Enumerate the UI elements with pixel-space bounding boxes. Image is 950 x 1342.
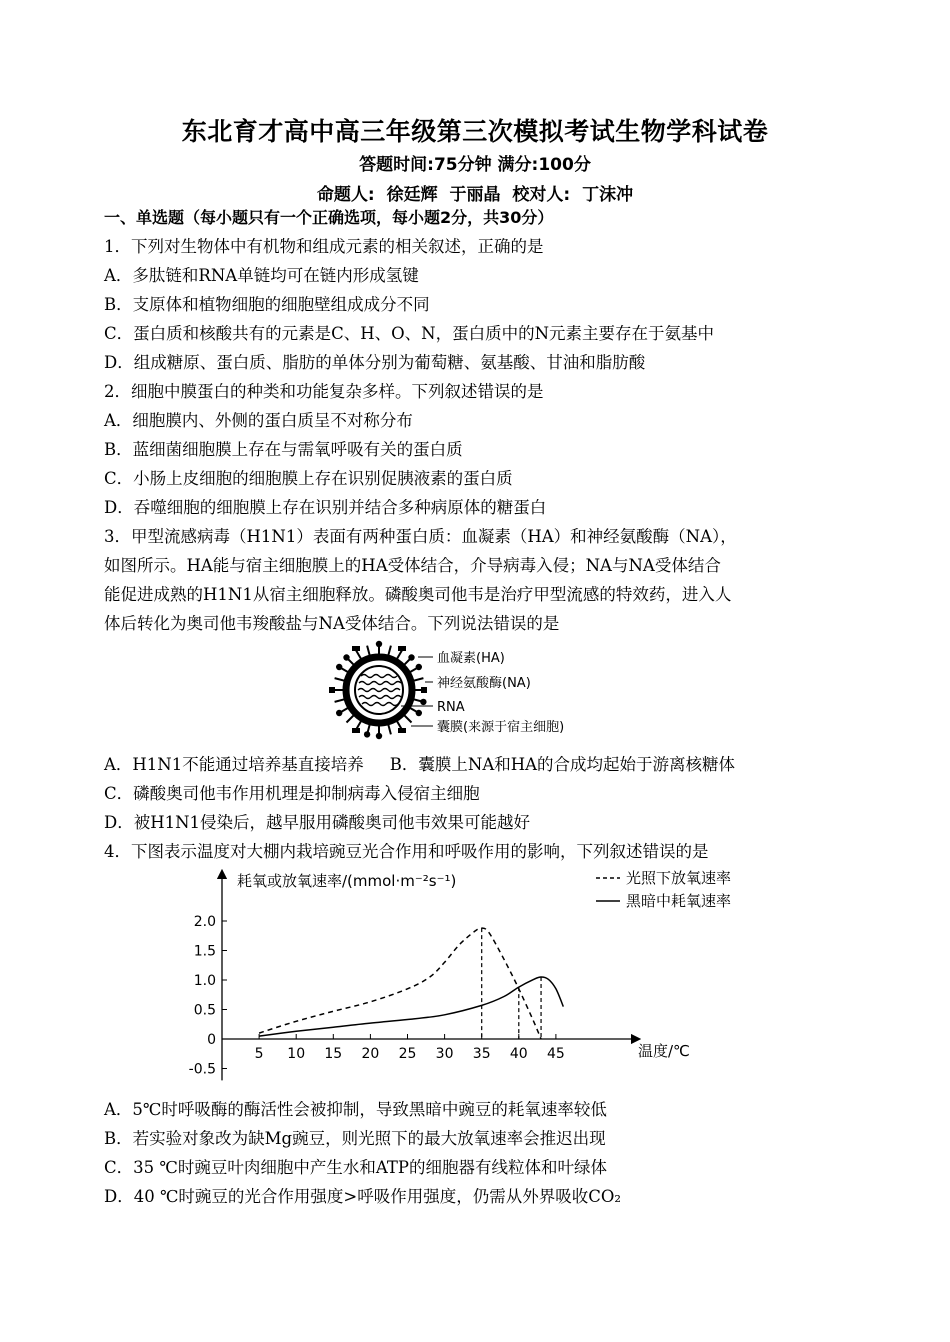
x-tick-label: 40	[509, 1046, 528, 1062]
label-rna: RNA	[437, 700, 465, 715]
q2-stem: 2．细胞中膜蛋白的种类和功能复杂多样。下列叙述错误的是	[104, 382, 544, 401]
x-tick-label: 10	[287, 1046, 306, 1062]
q4-option-a: A．5℃时呼吸酶的酶活性会被抑制，导致黑暗中豌豆的耗氧速率较低	[104, 1100, 607, 1119]
q2-option-a: A．细胞膜内、外侧的蛋白质呈不对称分布	[104, 411, 413, 430]
y-tick-label: 1.5	[193, 943, 216, 960]
q2-option-d: D．吞噬细胞的细胞膜上存在识别并结合多种病原体的糖蛋白	[104, 498, 547, 517]
authors-info: 命题人: 徐廷辉 于丽晶 校对人: 丁沫冲	[316, 185, 634, 205]
q4-option-d: D．40 ℃时豌豆的光合作用强度>呼吸作用强度，仍需从外界吸收CO₂	[104, 1187, 622, 1206]
q1-option-a: A．多肽链和RNA单链均可在链内形成氢键	[104, 266, 419, 285]
q3-option-b: B．囊膜上NA和HA的合成均起始于游离核糖体	[389, 755, 736, 774]
q4-option-b: B．若实验对象改为缺Mg豌豆，则光照下的最大放氧速率会推迟出现	[104, 1129, 606, 1148]
time-info: 答题时间:75分钟 满分:100分	[359, 155, 591, 175]
q3-stem-line-1: 3．甲型流感病毒（H1N1）表面有两种蛋白质：血凝素（HA）和神经氨酸酶（NA），	[104, 527, 737, 546]
x-tick-label: 45	[546, 1046, 565, 1062]
x-tick-label: 35	[472, 1046, 491, 1062]
q2-option-b: B．蓝细菌细胞膜上存在与需氧呼吸有关的蛋白质	[104, 440, 463, 459]
q1-option-b: B．支原体和植物细胞的细胞壁组成成分不同	[104, 295, 430, 314]
q3-option-d: D．被H1N1侵染后，越早服用磷酸奥司他韦效果可能越好	[104, 813, 531, 832]
q1-stem: 1．下列对生物体中有机物和组成元素的相关叙述，正确的是	[104, 237, 544, 256]
legend-dark-label: 黑暗中耗氧速率	[626, 892, 732, 910]
y-tick-label: -0.5	[188, 1061, 216, 1078]
legend-light-label: 光照下放氧速率	[626, 869, 732, 887]
x-tick-label: 5	[254, 1046, 264, 1062]
y-tick-label: 1.0	[193, 973, 216, 989]
q1-option-d: D．组成糖原、蛋白质、脂肪的单体分别为葡萄糖、氨基酸、甘油和脂肪酸	[104, 353, 646, 372]
x-tick-label: 15	[324, 1046, 343, 1062]
chart-xlabel: 温度/℃	[638, 1042, 690, 1060]
virus-figure	[315, 638, 625, 744]
virus-capsid	[355, 666, 403, 714]
x-tick-label: 30	[435, 1046, 454, 1062]
y-tick-label: 0	[207, 1032, 216, 1048]
label-envelope: 囊膜(来源于宿主细胞)	[437, 720, 565, 735]
x-tick-label: 20	[361, 1046, 380, 1062]
chart-ylabel: 耗氧或放氧速率/(mmol·m⁻²s⁻¹)	[237, 872, 457, 890]
series-dark-oxygen-consumption	[259, 977, 563, 1036]
q4-stem: 4．下图表示温度对大棚内栽培豌豆光合作用和呼吸作用的影响，下列叙述错误的是	[104, 842, 709, 861]
q1-option-c: C．蛋白质和核酸共有的元素是C、H、O、N，蛋白质中的N元素主要存在于氨基中	[104, 324, 715, 343]
exam-title: 东北育才高中高三年级第三次模拟考试生物学科试卷	[181, 117, 769, 146]
section-title: 一、单选题（每小题只有一个正确选项，每小题2分，共30分）	[104, 208, 554, 227]
q2-option-c: C．小肠上皮细胞的细胞膜上存在识别促胰液素的蛋白质	[104, 469, 513, 488]
y-tick-label: 0.5	[193, 1002, 216, 1019]
q3-option-c: C．磷酸奥司他韦作用机理是抑制病毒入侵宿主细胞	[104, 784, 480, 803]
x-tick-label: 25	[398, 1046, 417, 1062]
label-na: 神经氨酸酶(NA)	[437, 676, 531, 691]
temperature-chart	[180, 866, 780, 1096]
q3-stem-line-3: 能促进成熟的H1N1从宿主细胞释放。磷酸奥司他韦是治疗甲型流感的特效药，进入人	[104, 585, 732, 604]
series-light-oxygen-release	[259, 928, 541, 1039]
q4-option-c: C．35 ℃时豌豆叶肉细胞中产生水和ATP的细胞器有线粒体和叶绿体	[104, 1158, 607, 1177]
q3-option-a: A．H1N1不能通过培养基直接培养	[104, 755, 364, 774]
y-tick-label: 2.0	[193, 914, 216, 930]
q3-options-ab	[104, 754, 735, 776]
label-ha: 血凝素(HA)	[437, 651, 505, 666]
chart-legend	[596, 869, 731, 910]
q3-stem-line-2: 如图所示。HA能与宿主细胞膜上的HA受体结合，介导病毒入侵；NA与NA受体结合	[104, 556, 721, 575]
q3-stem-line-4: 体后转化为奥司他韦羧酸盐与NA受体结合。下列说法错误的是	[104, 614, 560, 633]
